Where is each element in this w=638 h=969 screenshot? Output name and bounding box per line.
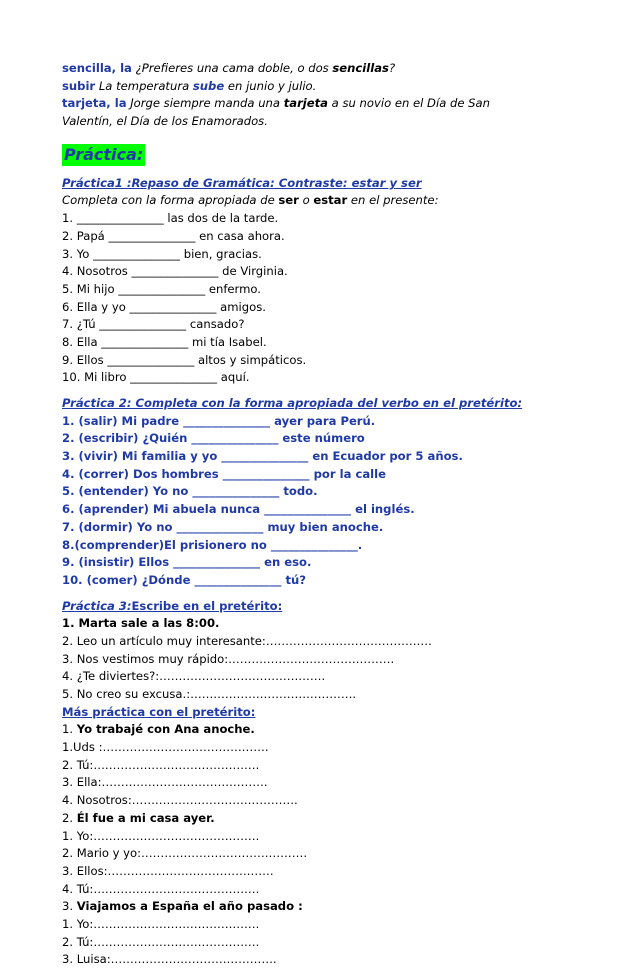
text-segment: ser <box>278 193 299 208</box>
group-number: 2. <box>62 810 77 825</box>
text-segment: en junio y julio. <box>224 78 317 93</box>
vocab-line <box>62 78 582 96</box>
exercise-item: 3. Ella:……………………………………. <box>62 775 268 790</box>
text-segment: ¿Prefieres una cama doble, o dos <box>135 61 333 75</box>
exercise-item: 4. (correr) Dos hombres _______________ por la calle <box>62 466 386 481</box>
vocab-term: subir <box>62 78 96 93</box>
exercise-item: 4. Nosotros:……………………………………. <box>62 793 298 808</box>
exercise-item: 3. (vivir) Mi familia y yo _______________ en Ecuador por 5 años. <box>62 449 463 464</box>
exercise-item: 4. Tú:……………………………………. <box>62 881 260 896</box>
exercise-item: 8.(comprender)El prisionero no _______________. <box>62 537 363 552</box>
vocab-sentence <box>136 61 396 75</box>
practica3-items <box>62 633 582 704</box>
practica1-items <box>62 210 582 387</box>
exercise-item: 9. Ellos _______________ altos y simpáticos. <box>62 352 307 367</box>
exercise-item: 2. Leo un artículo muy interesante:……………………………………. <box>62 633 432 648</box>
text-segment: o <box>298 193 314 208</box>
practica3-title <box>62 598 582 616</box>
vocab-term: sencilla, la <box>62 61 132 75</box>
exercise-item: 2. (escribir) ¿Quién _______________ este número <box>62 431 365 446</box>
practica3-title-text: Escribe en el pretérito: <box>131 598 283 613</box>
group-heading <box>62 898 582 916</box>
exercise-item: 2. Tú:……………………………………. <box>62 757 260 772</box>
group-model-sentence: Viajamos a España el año pasado : <box>76 899 303 914</box>
text-segment: estar <box>313 193 348 208</box>
exercise-item: 2. Tú:……………………………………. <box>62 934 260 949</box>
exercise-item: 6. (aprender) Mi abuela nunca _______________ el inglés. <box>62 502 415 517</box>
exercise-item: 9. (insistir) Ellos _______________ en eso. <box>62 555 312 570</box>
vocab-line <box>62 95 582 113</box>
text-segment: Jorge siempre manda una <box>130 96 284 111</box>
exercise-item: 3. Nos vestimos muy rápido:……………………………………. <box>62 651 395 666</box>
text-segment: sube <box>192 78 225 93</box>
text-segment: Completa con la forma apropiada de <box>62 193 279 208</box>
practica3-example: 1. Marta sale a las 8:00. <box>62 616 220 631</box>
exercise-item: 2. Mario y yo:……………………………………. <box>62 846 308 861</box>
exercise-item: 5. Mi hijo _______________ enfermo. <box>62 281 261 296</box>
practica-label: Práctica: <box>64 144 144 164</box>
vocab-sentence <box>99 79 316 93</box>
mas-practica-title: Más práctica con el pretérito: <box>62 704 256 719</box>
exercise-item: 6. Ella y yo _______________ amigos. <box>62 299 266 314</box>
text-segment: en el presente: <box>347 193 439 208</box>
exercise-item: 4. ¿Te diviertes?:……………………………………. <box>62 669 326 684</box>
exercise-item: 1.Uds :……………………………………. <box>62 740 269 755</box>
practica1-instructions <box>62 192 582 210</box>
exercise-item: 3. Yo _______________ bien, gracias. <box>62 246 262 261</box>
text-segment: sencillas <box>332 61 389 75</box>
text-segment: La temperatura <box>98 78 193 93</box>
practica2-items <box>62 413 582 590</box>
vocab-sentence <box>130 96 490 110</box>
exercise-item: 10. (comer) ¿Dónde _______________ tú? <box>62 572 306 587</box>
group-model-sentence: Yo trabajé con Ana anoche. <box>76 722 255 737</box>
exercise-item: 3. Luisa:……………………………………. <box>62 952 277 967</box>
practica1-title: Práctica1 :Repaso de Gramática: Contraste: estar y ser <box>62 175 422 190</box>
exercise-item: 1. Yo:……………………………………. <box>62 916 260 931</box>
exercise-item: 1. Yo:……………………………………. <box>62 828 260 843</box>
practica-header <box>62 141 582 171</box>
vocab-line <box>62 60 582 78</box>
group-model-sentence: Él fue a mi casa ayer. <box>76 810 215 825</box>
group-number: 3. <box>62 899 77 914</box>
group-heading <box>62 721 582 739</box>
mas-practica-groups <box>62 721 582 969</box>
exercise-item: 5. (entender) Yo no _______________ todo. <box>62 484 318 499</box>
exercise-item: 2. Papá _______________ en casa ahora. <box>62 228 285 243</box>
worksheet-document <box>62 60 582 969</box>
exercise-item: 3. Ellos:……………………………………. <box>62 863 274 878</box>
practica3-title-label: Práctica 3: <box>62 598 132 613</box>
exercise-item: 7. ¿Tú _______________ cansado? <box>62 317 245 332</box>
text-segment: ? <box>388 61 396 75</box>
vocab-term: tarjeta, la <box>62 96 127 111</box>
exercise-item: 5. No creo su excusa.:……………………………………. <box>62 687 357 701</box>
exercise-item: 10. Mi libro _______________ aquí. <box>62 370 250 385</box>
text-segment: tarjeta <box>283 96 328 111</box>
practica2-title: Práctica 2: Completa con la forma apropiada del verbo en el pretérito: <box>62 396 523 410</box>
group-heading <box>62 810 582 828</box>
exercise-item: 4. Nosotros _______________ de Virginia. <box>62 264 288 279</box>
exercise-item: 8. Ella _______________ mi tía Isabel. <box>62 334 267 349</box>
group-number: 1. <box>62 722 77 737</box>
text-segment: a su novio en el Día de San <box>328 96 490 111</box>
exercise-item: 7. (dormir) Yo no _______________ muy bien anoche. <box>62 519 384 534</box>
vocab-continuation: Valentín, el Día de los Enamorados. <box>62 114 268 129</box>
exercise-item: 1. (salir) Mi padre _______________ ayer para Perú. <box>62 413 376 428</box>
exercise-item: 1. _______________ las dos de la tarde. <box>62 211 279 226</box>
